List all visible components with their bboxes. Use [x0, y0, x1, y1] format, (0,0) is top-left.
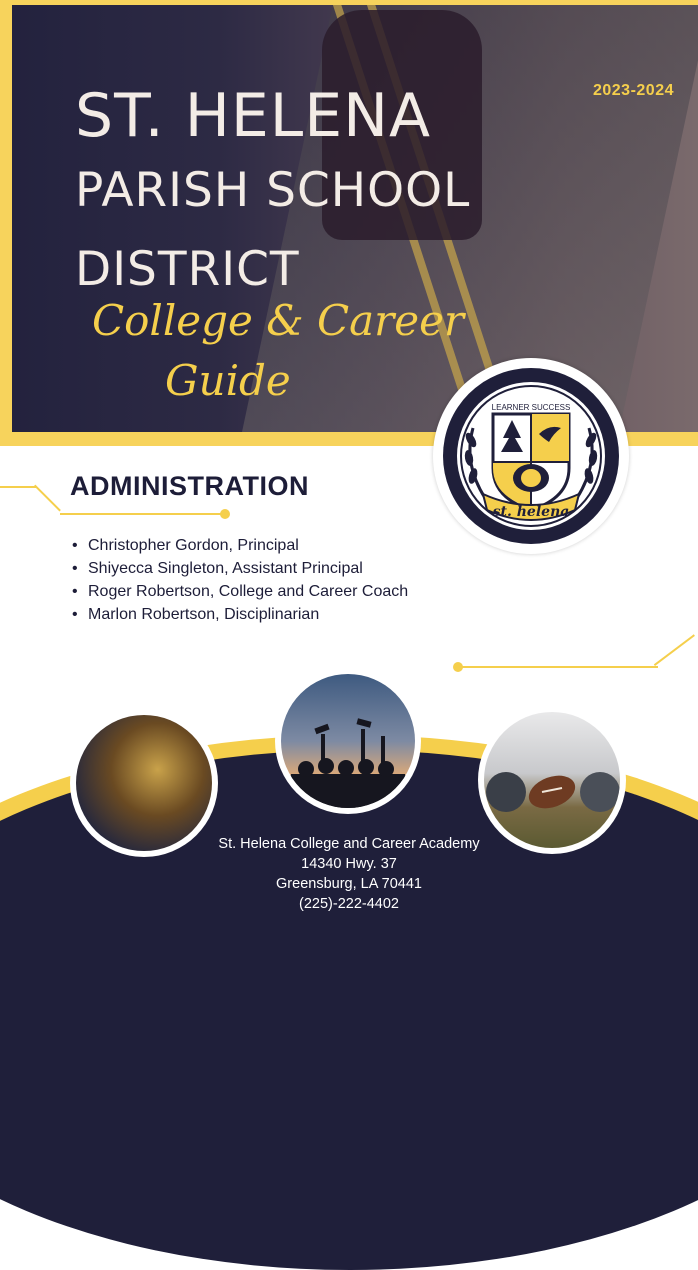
seal-banner-text: st. helena	[492, 504, 570, 520]
list-item: • Roger Robertson, College and Career Coach	[72, 580, 408, 603]
school-year: 2023-2024	[592, 82, 674, 99]
decor-line	[654, 634, 695, 666]
decor-line	[460, 666, 658, 668]
title-line-2: PARISH SCHOOL	[75, 163, 471, 218]
decor-line	[34, 485, 61, 512]
list-item: • Marlon Robertson, Disciplinarian	[72, 603, 408, 626]
contact-phone: (225)-222-4402	[299, 896, 399, 912]
administration-list	[72, 534, 408, 626]
title-line-1: ST. HELENA	[75, 81, 432, 151]
decor-dot	[220, 509, 230, 519]
graduates-silhouette	[281, 674, 415, 808]
football-photo	[484, 712, 620, 848]
list-item: • Christopher Gordon, Principal	[72, 534, 408, 557]
decor-line	[0, 486, 36, 488]
subtitle-line-1: College & Career	[92, 296, 465, 345]
school-seal	[443, 368, 619, 544]
seal-top-text: LEARNER SUCCESS	[491, 403, 571, 412]
administration-heading: ADMINISTRATION	[70, 471, 309, 501]
decor-line	[60, 513, 225, 515]
contact-name: St. Helena College and Career Academy	[218, 836, 480, 852]
decor-dot	[453, 662, 463, 672]
list-item: • Shiyecca Singleton, Assistant Principal	[72, 557, 408, 580]
contact-city: Greensburg, LA 70441	[276, 876, 422, 892]
football-illustration	[484, 712, 620, 848]
title-line-3: DISTRICT	[75, 242, 300, 297]
band-photo	[76, 715, 212, 851]
contact-address: 14340 Hwy. 37	[301, 856, 397, 872]
subtitle-line-2: Guide	[165, 356, 291, 405]
graduates-photo	[281, 674, 415, 808]
